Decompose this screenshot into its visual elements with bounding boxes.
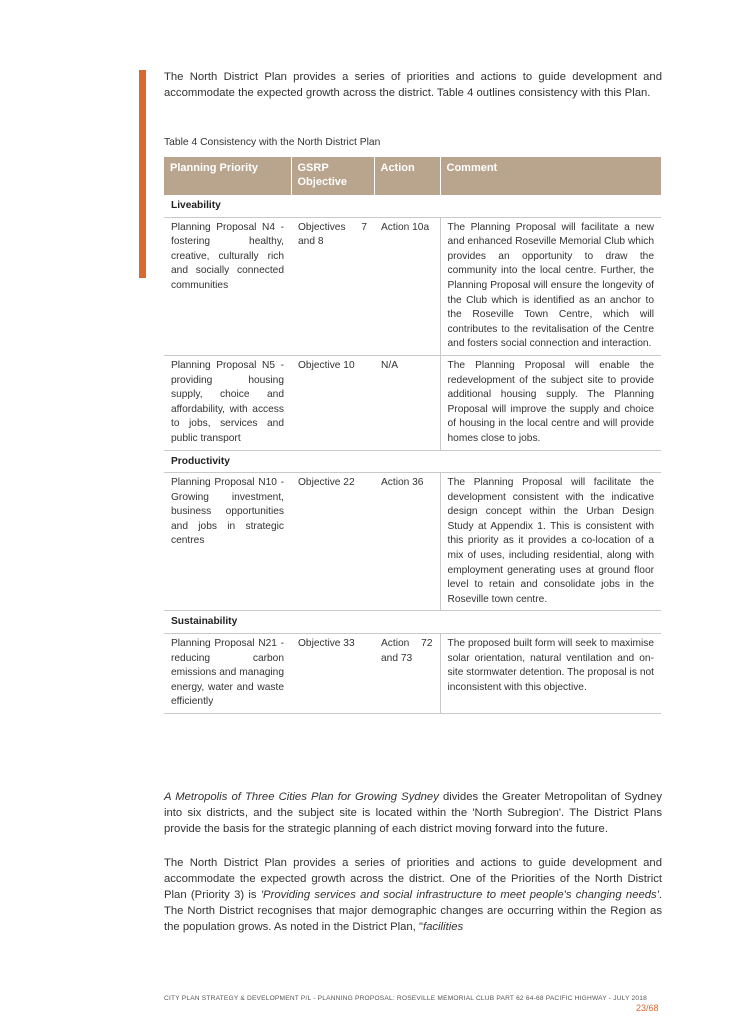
header-gsrp-objective: GSRP Objective <box>291 157 374 195</box>
section-row-liveability <box>164 195 661 217</box>
district-plan-paragraph <box>164 855 662 935</box>
table-header-row <box>164 157 661 195</box>
table-row <box>164 217 661 355</box>
section-title: Liveability <box>164 195 661 217</box>
action-cell: Action 10a <box>374 217 440 355</box>
metropolis-paragraph <box>164 789 662 837</box>
section-title: Sustainability <box>164 611 661 634</box>
comment-cell: The Planning Proposal will enable the redevelopment of the subject site to provide additional housing supply. The Planning Proposal will improve the supply and choice of housing in the local centre and will provide homes close to jobs. <box>440 355 661 450</box>
accent-bar <box>139 70 146 278</box>
table-row <box>164 473 661 611</box>
district-paragraph-text-a: The North District Plan provides a series of priorities and actions to guide development and accommodate the expected growth across the district. One of the Priorities of the North District Plan (Priority 3) is <box>164 857 662 901</box>
header-planning-priority: Planning Priority <box>164 157 291 195</box>
table-row <box>164 355 661 450</box>
priority-cell: Planning Proposal N4 - fostering healthy, creative, culturally rich and socially connected communities <box>164 217 291 355</box>
priority-cell: Planning Proposal N21 - reducing carbon emissions and managing energy, water and waste efficiently <box>164 634 291 714</box>
header-comment: Comment <box>440 157 661 195</box>
consistency-table <box>164 157 661 714</box>
metropolis-plan-title: A Metropolis of Three Cities Plan for Growing Sydney <box>164 791 439 803</box>
page-number: 23/68 <box>636 1003 659 1013</box>
table-caption: Table 4 Consistency with the North District Plan <box>164 137 381 148</box>
priority-3-quote: 'Providing services and social infrastructure to meet people's changing needs' <box>260 889 659 901</box>
action-cell: N/A <box>374 355 440 450</box>
page-footer: CITY PLAN STRATEGY & DEVELOPMENT P/L - PLANNING PROPOSAL: ROSEVILLE MEMORIAL CLUB PART 62 64-68 PACIFIC HIGHWAY - JULY 2018 <box>164 995 648 1002</box>
objective-cell: Objective 10 <box>291 355 374 450</box>
section-row-productivity <box>164 450 661 473</box>
priority-cell: Planning Proposal N5 - providing housing supply, choice and affordability, with access to jobs, services and public transport <box>164 355 291 450</box>
objective-cell: Objectives 7 and 8 <box>291 217 374 355</box>
table-row <box>164 634 661 714</box>
objective-cell: Objective 22 <box>291 473 374 611</box>
header-action: Action <box>374 157 440 195</box>
district-paragraph-tail: facilities <box>422 921 464 933</box>
comment-cell: The Planning Proposal will facilitate the development consistent with the indicative design concept within the Urban Design Study at Appendix 1. This is consistent with this priority as it provides a co-location of a mix of uses, including residential, along with employment generating uses at ground floor level to retain and consolidate jobs in the Roseville town centre. <box>440 473 661 611</box>
action-cell: Action 36 <box>374 473 440 611</box>
priority-cell: Planning Proposal N10 - Growing investment, business opportunities and jobs in strategic centres <box>164 473 291 611</box>
district-paragraph-text-b: . The North District recognises that major demographic changes are occurring within the Region as the population grows. As noted in the District Plan, " <box>164 889 662 933</box>
intro-paragraph: The North District Plan provides a series of priorities and actions to guide development and accommodate the expected growth across the district. Table 4 outlines consistency with this Plan. <box>164 71 662 99</box>
section-row-sustainability <box>164 611 661 634</box>
action-cell: Action 72 and 73 <box>374 634 440 714</box>
objective-cell: Objective 33 <box>291 634 374 714</box>
comment-cell: The Planning Proposal will facilitate a new and enhanced Roseville Memorial Club which provides an opportunity to draw the community into the local centre. Further, the Planning Proposal will ensure the longevity of the Club which is identified as an anchor to the Roseville Town Centre, which will contributes to the revitalisation of the Centre and fosters social connection and interaction. <box>440 217 661 355</box>
comment-cell: The proposed built form will seek to maximise solar orientation, natural ventilation and on-site stormwater detention. The proposal is not inconsistent with this objective. <box>440 634 661 714</box>
metropolis-paragraph-text: divides the Greater Metropolitan of Sydney into six districts, and the subject site is located within the 'North Subregion'. The District Plans provide the basis for the strategic planning of each district moving forward into the future. <box>164 791 662 835</box>
section-title: Productivity <box>164 450 661 473</box>
